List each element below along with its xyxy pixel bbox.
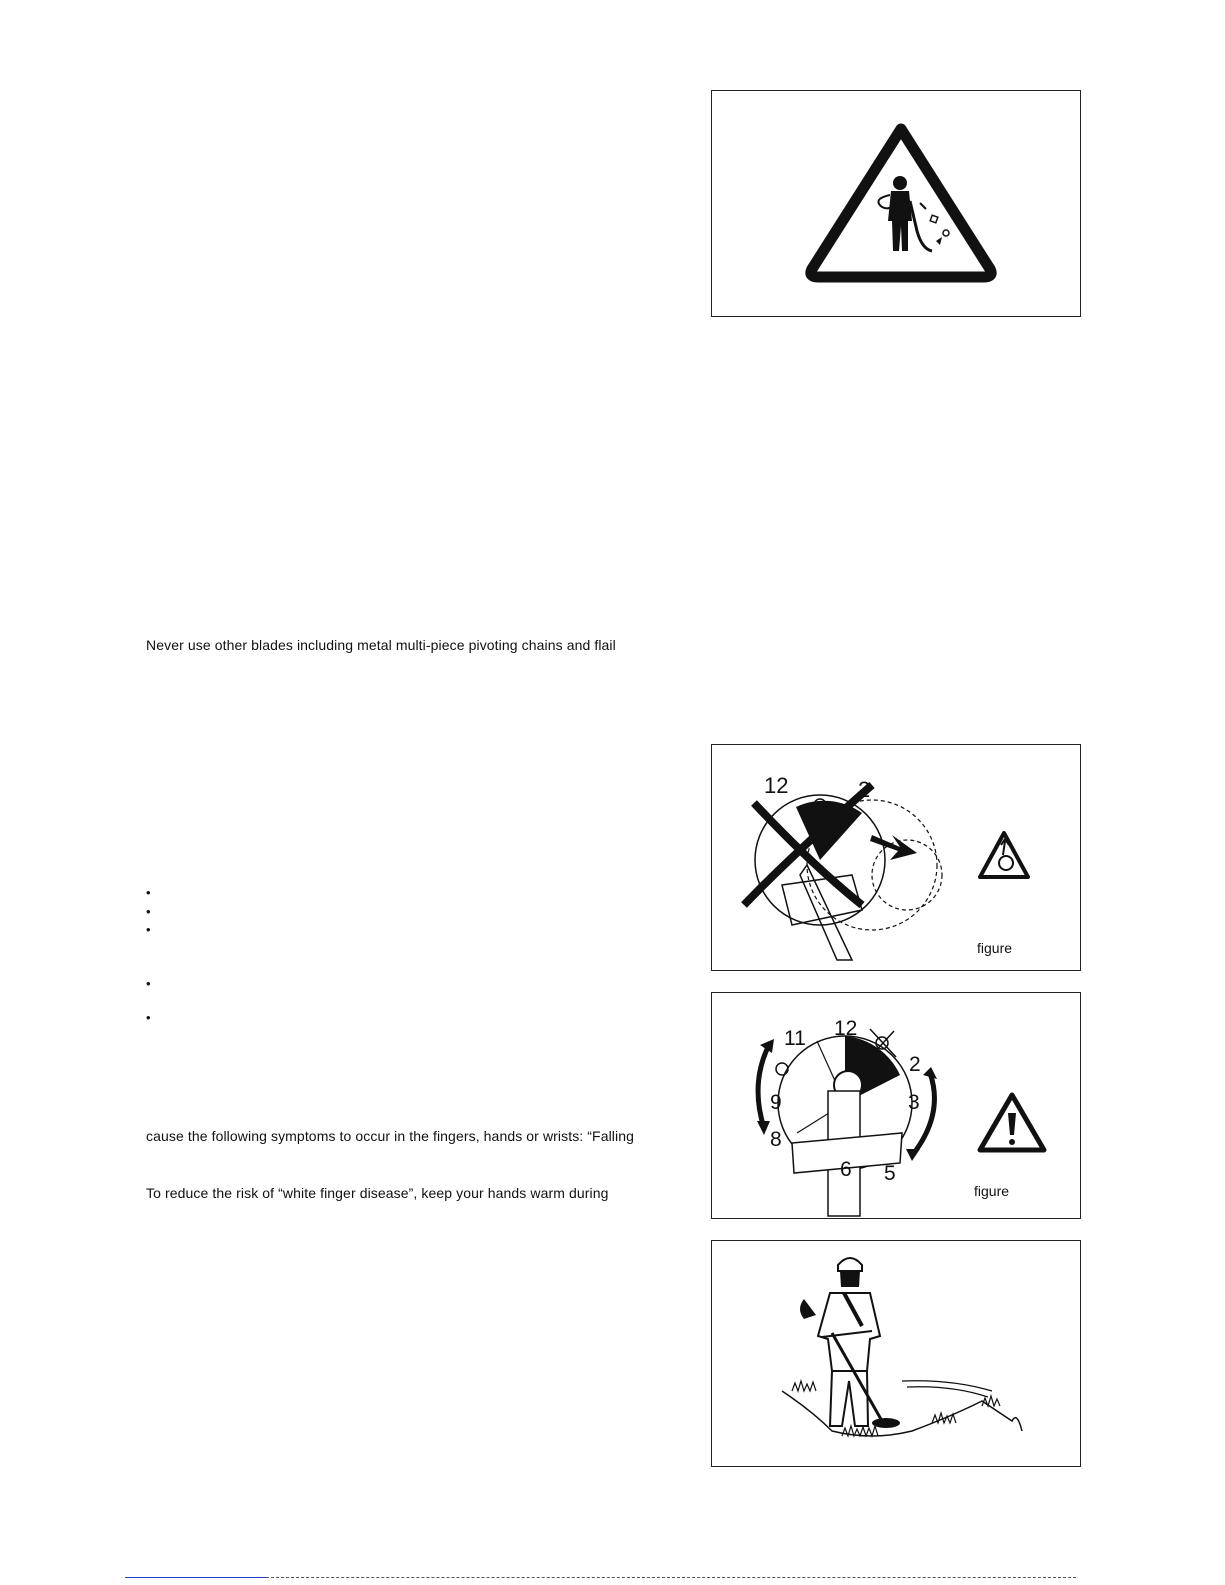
thrown-objects-warning-icon xyxy=(712,91,1080,316)
clock-zones-figure xyxy=(711,992,1081,1219)
kickback-caption: figure xyxy=(977,940,1013,956)
kickback-illustration xyxy=(712,745,1080,970)
operator-figure xyxy=(711,1240,1081,1467)
vibration-symptoms-text: cause the following symptoms to occur in the fingers, hands or wrists: “Falling xyxy=(146,1128,634,1144)
blades-warning-text: Never use other blades including metal multi-piece pivoting chains and flail xyxy=(146,637,616,653)
footer-link-underline xyxy=(125,1577,266,1578)
bullet-3: • xyxy=(146,922,151,937)
clock-label-2: 2 xyxy=(909,1053,921,1076)
footer-dashed-rule xyxy=(266,1577,1076,1578)
kickback-figure xyxy=(711,744,1081,971)
clock-label-12: 12 xyxy=(834,1017,858,1040)
bullet-1: • xyxy=(146,885,151,900)
kickback-label-12: 12 xyxy=(764,773,789,798)
clock-label-3: 3 xyxy=(908,1091,920,1114)
clock-label-6: 6 xyxy=(840,1158,852,1181)
clock-label-9: 9 xyxy=(770,1091,782,1114)
operator-mowing-icon xyxy=(712,1241,1080,1466)
clock-label-11: 11 xyxy=(784,1027,806,1050)
clock-zones-illustration xyxy=(712,993,1080,1218)
bullet-4: • xyxy=(146,976,151,991)
kickback-label-2: 2 xyxy=(858,777,871,802)
clock-label-8: 8 xyxy=(770,1128,782,1151)
bullet-2: • xyxy=(146,904,151,919)
thrown-objects-figure xyxy=(711,90,1081,317)
clock-label-5: 5 xyxy=(884,1162,896,1185)
white-finger-text: To reduce the risk of “white finger disease”, keep your hands warm during xyxy=(146,1185,609,1201)
clock-caption: figure xyxy=(974,1183,1010,1199)
bullet-5: • xyxy=(146,1010,151,1025)
